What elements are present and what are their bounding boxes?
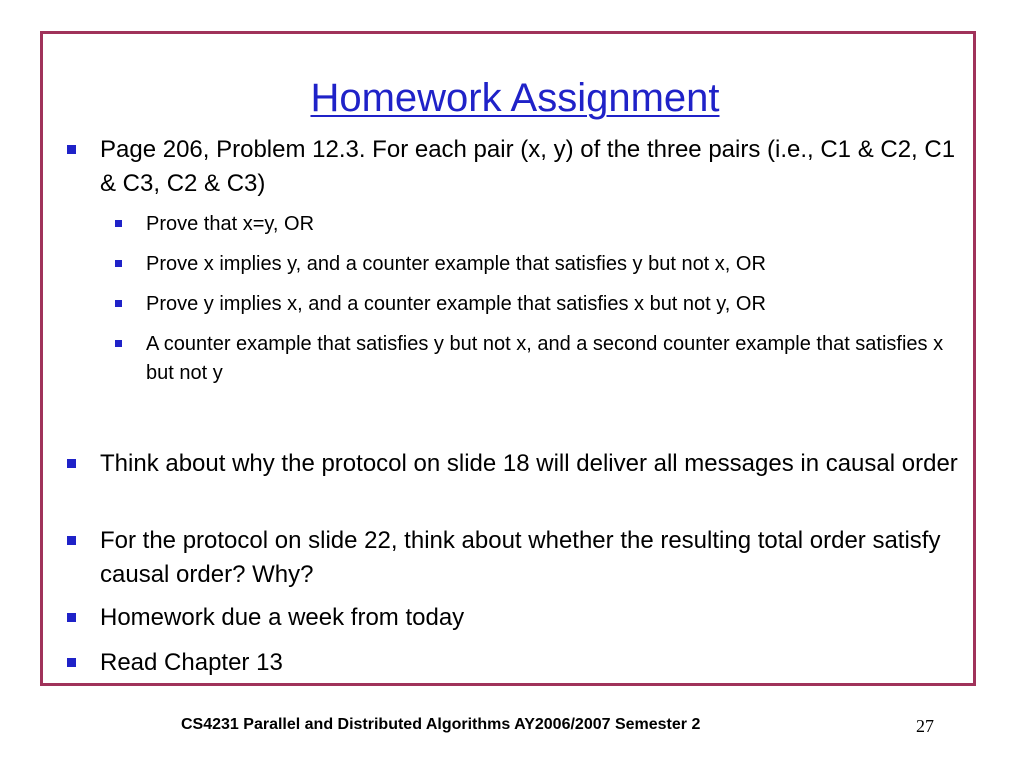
bullet-text: Homework due a week from today: [100, 604, 465, 631]
sub-bullet-item: [146, 330, 946, 388]
page-number: 27: [916, 716, 934, 736]
sub-bullet-item: [146, 250, 946, 279]
bullet-item-causal: [100, 447, 960, 481]
sub-bullet-text: A counter example that satisfies y but not x, and a second counter example that satisfies x but not y: [146, 333, 944, 384]
bullet-item-due: [100, 601, 960, 635]
bullet-text: Think about why the protocol on slide 18 will deliver all messages in causal order: [100, 450, 958, 477]
bullet-text: Read Chapter 13: [100, 649, 283, 676]
sub-bullet-item: [146, 290, 946, 319]
bullet-item-problem: [100, 133, 960, 201]
square-bullet-icon: [115, 220, 122, 227]
sub-bullet-item: [146, 210, 946, 239]
square-bullet-icon: [67, 613, 76, 622]
slide-title: Homework Assignment: [310, 76, 720, 120]
square-bullet-icon: [67, 145, 76, 154]
bullet-text: Page 206, Problem 12.3. For each pair (x, y) of the three pairs (i.e., C1 & C2, C1 & C3, C2 & C3): [100, 136, 956, 197]
sub-bullet-text: Prove y implies x, and a counter example that satisfies x but not y, OR: [146, 293, 766, 315]
square-bullet-icon: [67, 459, 76, 468]
square-bullet-icon: [67, 658, 76, 667]
sub-bullet-text: Prove x implies y, and a counter example that satisfies y but not x, OR: [146, 253, 766, 275]
slide-footer: CS4231 Parallel and Distributed Algorithms AY2006/2007 Semester 2: [181, 716, 701, 733]
square-bullet-icon: [115, 260, 122, 267]
square-bullet-icon: [115, 340, 122, 347]
bullet-text: For the protocol on slide 22, think about whether the resulting total order satisfy causal order? Why?: [100, 527, 941, 588]
sub-bullet-text: Prove that x=y, OR: [146, 213, 315, 235]
bullet-item-total-order: [100, 524, 960, 592]
square-bullet-icon: [115, 300, 122, 307]
square-bullet-icon: [67, 536, 76, 545]
bullet-item-read: [100, 646, 960, 680]
